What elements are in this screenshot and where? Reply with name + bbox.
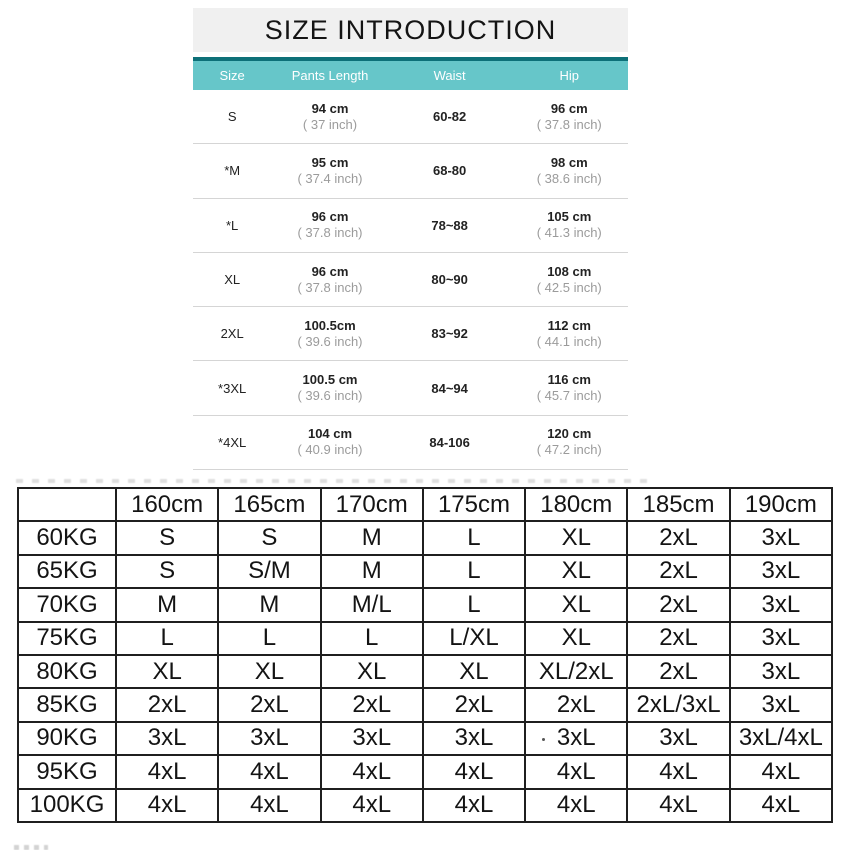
matrix-size-cell: 3xL: [730, 588, 832, 621]
matrix-size-cell: XL: [321, 655, 423, 688]
matrix-size-cell: L: [423, 588, 525, 621]
matrix-size-cell: 3xL: [218, 722, 320, 755]
hip-cell: 112 cm ( 44.1 inch): [536, 317, 602, 349]
matrix-size-cell: 2xL: [116, 688, 218, 721]
matrix-size-cell: XL: [218, 655, 320, 688]
matrix-height-header: 160cm: [116, 488, 218, 521]
matrix-size-cell: 3xL: [321, 722, 423, 755]
size-table-row: [193, 307, 628, 361]
matrix-row: [18, 622, 832, 655]
waist-cell: 60-82: [433, 109, 467, 125]
matrix-size-cell: S/M: [218, 555, 320, 588]
matrix-size-cell: 4xL: [423, 789, 525, 822]
matrix-size-cell: 4xL: [730, 789, 832, 822]
matrix-size-cell: M/L: [321, 588, 423, 621]
matrix-size-cell: 4xL: [218, 755, 320, 788]
matrix-size-cell: M: [218, 588, 320, 621]
matrix-size-cell: 4xL: [627, 755, 729, 788]
matrix-weight-header: 60KG: [18, 521, 116, 554]
matrix-row: [18, 722, 832, 755]
hip-cell: 116 cm ( 45.7 inch): [536, 372, 602, 404]
matrix-size-cell: 2xL: [321, 688, 423, 721]
matrix-weight-header: 85KG: [18, 688, 116, 721]
matrix-size-cell: 4xL: [218, 789, 320, 822]
size-introduction-title: SIZE INTRODUCTION: [193, 8, 628, 52]
matrix-size-cell: 3xL: [525, 722, 627, 755]
size-table-row: [193, 416, 628, 470]
matrix-size-cell: 3xL: [730, 622, 832, 655]
matrix-size-cell: M: [116, 588, 218, 621]
matrix-weight-header: 95KG: [18, 755, 116, 788]
matrix-size-cell: 4xL: [321, 789, 423, 822]
matrix-weight-header: 65KG: [18, 555, 116, 588]
matrix-header: [18, 488, 832, 521]
matrix-body: [18, 521, 832, 822]
size-table-row: [193, 90, 628, 144]
height-weight-matrix: [17, 487, 833, 823]
matrix-height-header: 165cm: [218, 488, 320, 521]
matrix-size-cell: L: [423, 555, 525, 588]
column-header-pants-length: Pants Length: [291, 68, 369, 83]
matrix-size-cell: L: [218, 622, 320, 655]
matrix-size-cell: 3xL/4xL: [730, 722, 832, 755]
matrix-size-cell: M: [321, 521, 423, 554]
scan-artifact-band: [16, 479, 656, 483]
size-table-row: [193, 199, 628, 253]
matrix-size-cell: 2xL: [627, 655, 729, 688]
matrix-size-cell: 2xL: [627, 588, 729, 621]
matrix-size-cell: S: [218, 521, 320, 554]
matrix-size-cell: 3xL: [730, 655, 832, 688]
matrix-size-cell: 2xL: [525, 688, 627, 721]
matrix-size-cell: 2xL: [423, 688, 525, 721]
matrix-row: [18, 688, 832, 721]
matrix-height-header: 185cm: [627, 488, 729, 521]
size-cell: *4XL: [218, 434, 247, 450]
size-introduction-card: [193, 8, 628, 470]
matrix-size-cell: XL: [423, 655, 525, 688]
matrix-size-cell: 4xL: [116, 789, 218, 822]
matrix-height-header: 170cm: [321, 488, 423, 521]
matrix-row: [18, 521, 832, 554]
matrix-size-cell: 4xL: [730, 755, 832, 788]
size-cell: *L: [226, 217, 239, 233]
size-table-row: [193, 361, 628, 415]
matrix-size-cell: 3xL: [116, 722, 218, 755]
matrix-size-cell: 4xL: [525, 755, 627, 788]
matrix-corner-cell: [18, 488, 116, 521]
matrix-size-cell: 3xL: [627, 722, 729, 755]
matrix-size-cell: 4xL: [321, 755, 423, 788]
pants-length-cell: 104 cm ( 40.9 inch): [297, 426, 363, 458]
pants-length-cell: 96 cm ( 37.8 inch): [297, 209, 363, 241]
matrix-size-cell: 4xL: [423, 755, 525, 788]
matrix-height-header: 180cm: [525, 488, 627, 521]
size-cell: *M: [224, 163, 241, 179]
matrix-size-cell: 3xL: [730, 555, 832, 588]
pants-length-cell: 96 cm ( 37.8 inch): [297, 263, 363, 295]
matrix-row: [18, 655, 832, 688]
matrix-size-cell: 4xL: [627, 789, 729, 822]
matrix-size-cell: 2xL: [627, 521, 729, 554]
matrix-size-cell: M: [321, 555, 423, 588]
matrix-size-cell: 4xL: [525, 789, 627, 822]
matrix-weight-header: 100KG: [18, 789, 116, 822]
pants-length-cell: 100.5 cm ( 39.6 inch): [297, 372, 363, 404]
matrix-row: [18, 755, 832, 788]
waist-cell: 83~92: [431, 326, 468, 342]
pants-length-cell: 100.5cm ( 39.6 inch): [297, 317, 363, 349]
matrix-size-cell: 2xL: [218, 688, 320, 721]
matrix-size-cell: 2xL: [627, 555, 729, 588]
column-header-size: Size: [219, 68, 245, 83]
matrix-size-cell: L: [321, 622, 423, 655]
matrix-size-cell: XL: [116, 655, 218, 688]
column-header-waist: Waist: [433, 68, 466, 83]
matrix-size-cell: 3xL: [423, 722, 525, 755]
matrix-size-cell: 3xL: [730, 521, 832, 554]
matrix-size-cell: L: [116, 622, 218, 655]
matrix-row: [18, 555, 832, 588]
matrix-row: [18, 588, 832, 621]
matrix-size-cell: S: [116, 555, 218, 588]
matrix-height-header: 175cm: [423, 488, 525, 521]
matrix-height-header: 190cm: [730, 488, 832, 521]
matrix-size-cell: 3xL: [730, 688, 832, 721]
matrix-weight-header: 75KG: [18, 622, 116, 655]
matrix-size-cell: L: [423, 521, 525, 554]
matrix-size-cell: XL/2xL: [525, 655, 627, 688]
matrix-weight-header: 80KG: [18, 655, 116, 688]
waist-cell: 84-106: [429, 434, 470, 450]
waist-cell: 80~90: [431, 272, 468, 288]
matrix-size-cell: XL: [525, 555, 627, 588]
matrix-size-cell: XL: [525, 588, 627, 621]
waist-cell: 68-80: [433, 163, 467, 179]
hip-cell: 108 cm ( 42.5 inch): [536, 263, 602, 295]
pants-length-cell: 95 cm ( 37.4 inch): [297, 154, 363, 186]
size-table-body: [193, 90, 628, 470]
waist-cell: 78~88: [431, 217, 468, 233]
matrix-size-cell: XL: [525, 622, 627, 655]
size-cell: *3XL: [218, 380, 247, 396]
matrix-size-cell: 4xL: [116, 755, 218, 788]
size-table-row: [193, 253, 628, 307]
matrix-weight-header: 90KG: [18, 722, 116, 755]
matrix-size-cell: L/XL: [423, 622, 525, 655]
hip-cell: 98 cm ( 38.6 inch): [536, 154, 602, 186]
size-cell: S: [227, 109, 237, 125]
hip-cell: 120 cm ( 47.2 inch): [536, 426, 602, 458]
matrix-size-cell: S: [116, 521, 218, 554]
matrix-row: [18, 789, 832, 822]
matrix-size-cell: 2xL: [627, 622, 729, 655]
size-table-row: [193, 144, 628, 198]
scan-artifact-corner: [14, 845, 48, 850]
matrix-weight-header: 70KG: [18, 588, 116, 621]
column-header-hip: Hip: [559, 68, 579, 83]
hip-cell: 96 cm ( 37.8 inch): [536, 100, 602, 132]
waist-cell: 84~94: [431, 380, 468, 396]
matrix-size-cell: 2xL/3xL: [627, 688, 729, 721]
matrix-size-cell: XL: [525, 521, 627, 554]
size-table-header-row: [193, 57, 628, 90]
pants-length-cell: 94 cm ( 37 inch): [302, 100, 358, 132]
matrix-header-row: [18, 488, 832, 521]
hip-cell: 105 cm ( 41.3 inch): [536, 209, 602, 241]
size-cell: 2XL: [220, 326, 244, 342]
size-cell: XL: [224, 272, 241, 288]
stray-dot-mark: [542, 738, 545, 741]
